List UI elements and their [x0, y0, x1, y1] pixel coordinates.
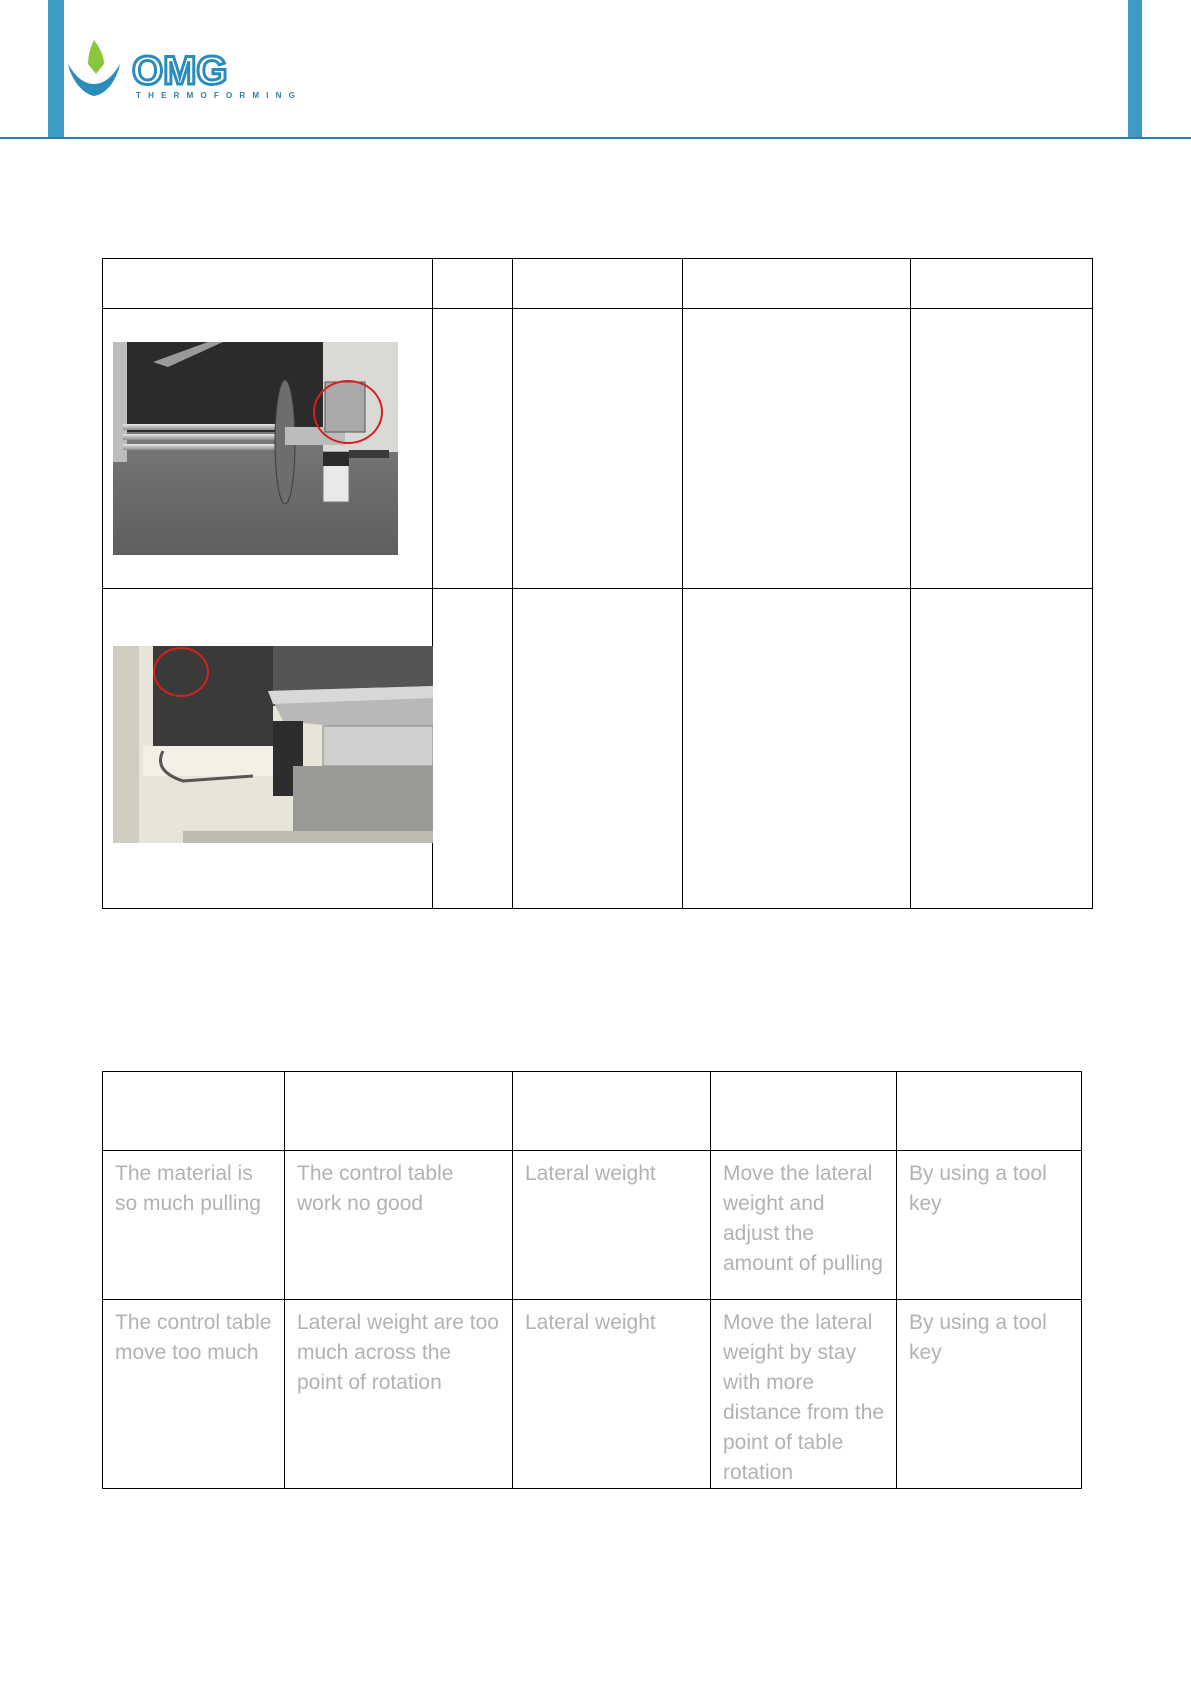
table-header-row — [103, 259, 1093, 309]
table-header-cell — [711, 1072, 897, 1151]
table-cell — [683, 309, 911, 589]
cause-cell: The control table work no good — [285, 1151, 513, 1300]
solution-cell: Move the lateral weight and adjust the amount of pulling — [711, 1151, 897, 1300]
control-table-photo — [113, 646, 433, 843]
highlight-circle — [153, 647, 209, 697]
table-header-cell — [433, 259, 513, 309]
table-row — [103, 589, 1093, 909]
table-header-cell — [513, 259, 683, 309]
table-header-row — [103, 1072, 1082, 1151]
header-accent-bar-right — [1128, 0, 1142, 137]
table-cell — [911, 589, 1093, 909]
table-header-cell — [683, 259, 911, 309]
table-cell — [683, 589, 911, 909]
part-cell: Lateral weight — [513, 1300, 711, 1489]
table-cell — [433, 589, 513, 909]
table-cell — [513, 309, 683, 589]
problem-cell: The control table move too much — [103, 1300, 285, 1489]
table-header-cell — [103, 259, 433, 309]
cause-cell: Lateral weight are too much across the point of rotation — [285, 1300, 513, 1489]
table-header-cell — [285, 1072, 513, 1151]
table-header-cell — [911, 259, 1093, 309]
table-row — [103, 1300, 1082, 1489]
components-photo-table — [102, 258, 1093, 909]
table-row — [103, 309, 1093, 589]
table-cell — [513, 589, 683, 909]
highlight-circle — [313, 380, 383, 444]
table-header-cell — [103, 1072, 285, 1151]
tool-cell: By using a tool key — [897, 1151, 1082, 1300]
tool-cell: By using a tool key — [897, 1300, 1082, 1489]
table-header-cell — [513, 1072, 711, 1151]
logo-subtitle: THERMOFORMING — [136, 91, 303, 100]
table-cell — [911, 309, 1093, 589]
omg-thermoforming-logo — [66, 40, 303, 102]
problem-cell: The material is so much pulling — [103, 1151, 285, 1300]
troubleshooting-table — [102, 1071, 1082, 1489]
unwinder-spindle-photo — [113, 342, 398, 555]
header-divider — [0, 137, 1191, 139]
logo-wordmark: OMG — [132, 49, 228, 93]
header-accent-bar-left — [48, 0, 64, 137]
solution-cell: Move the lateral weight by stay with more distance from the point of table rotation — [711, 1300, 897, 1489]
table-header-cell — [897, 1072, 1082, 1151]
photo-cell — [103, 589, 433, 909]
part-cell: Lateral weight — [513, 1151, 711, 1300]
table-row — [103, 1151, 1082, 1300]
photo-cell — [103, 309, 433, 589]
table-cell — [433, 309, 513, 589]
